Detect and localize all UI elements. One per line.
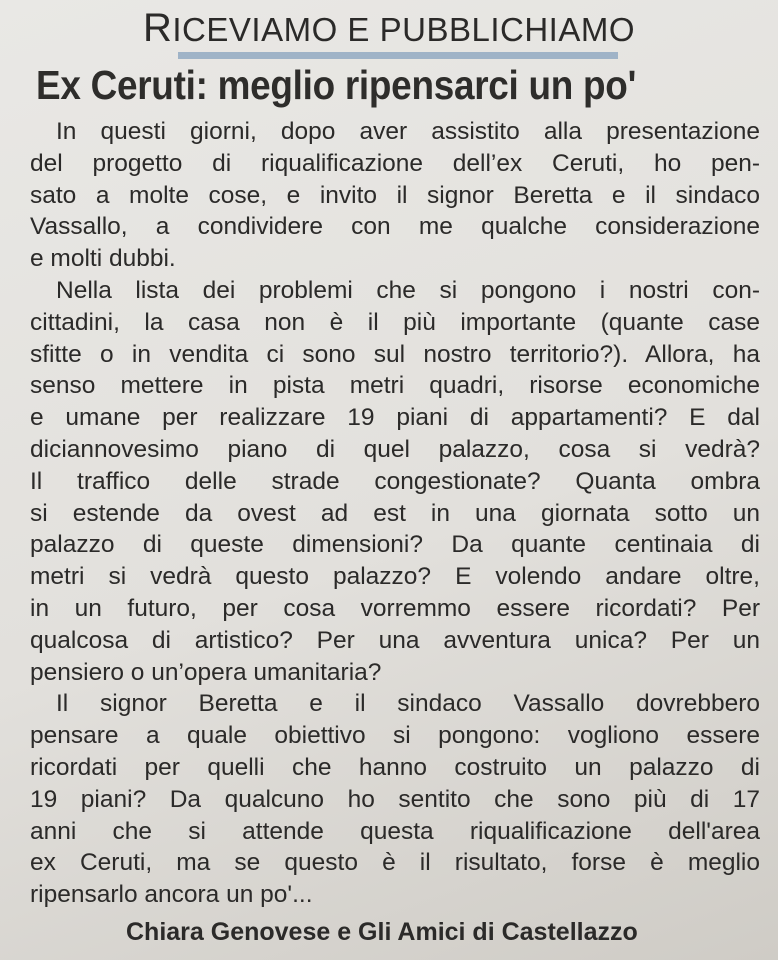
article-line: Vassallo, a condividere con me qualche considerazione [30,213,760,241]
title-underline [178,52,618,59]
article-line: cittadini, la casa non è il più importante (quante case [30,308,760,336]
headline: Ex Ceruti: meglio ripensarci un po' [36,62,637,108]
article-line: anni che si attende questa riqualificazione dell'area [30,817,760,845]
article-line: si estende da ovest ad est in una giornata sotto un [30,499,760,527]
article-line: e molti dubbi. [30,245,176,273]
article-line: ricordati per quelli che hanno costruito un palazzo di [30,753,760,781]
article-line: In questi giorni, dopo aver assistito alla presentazione [56,118,760,145]
article-line: Il traffico delle strade congestionate? Quanta ombra [30,467,760,495]
section-title [0,6,778,51]
article-line: sato a molte cose, e invito il signor Beretta e il sindaco [30,181,760,209]
article-line: ex Ceruti, ma se questo è il risultato, forse è meglio [30,849,760,877]
article-line: sfitte o in vendita ci sono sul nostro territorio?). Allora, ha [30,340,760,368]
article-line: palazzo di queste dimensioni? Da quante centinaia di [30,531,760,559]
article-line: in un futuro, per cosa vorremmo essere ricordati? Per [30,594,760,622]
article-line: Nella lista dei problemi che si pongono i nostri con- [56,276,760,304]
article-line: 19 piani? Da qualcuno ho sentito che sono più di 17 [30,785,760,813]
article-line: e umane per realizzare 19 piani di appartamenti? E dal [30,404,760,432]
article-line: pensiero o un’opera umanitaria? [30,658,382,686]
article-line: Il signor Beretta e il sindaco Vassallo dovrebbero [56,690,760,718]
article-line: diciannovesimo piano di quel palazzo, cosa si vedrà? [30,435,760,463]
section-title-initial: R [143,6,173,50]
section-title-rest: ICEVIAMO E PUBBLICHIAMO [172,11,635,48]
article-line: pensare a quale obiettivo si pongono: vogliono essere [30,722,760,750]
article-line: senso mettere in pista metri quadri, risorse economiche [30,372,760,400]
article-line: ripensarlo ancora un po'... [30,881,313,909]
article-line: qualcosa di artistico? Per una avventura unica? Per un [30,626,760,654]
signature: Chiara Genovese e Gli Amici di Castellazzo [126,918,638,946]
article-line: metri si vedrà questo palazzo? E volendo andare oltre, [30,563,760,591]
article-body [30,116,760,911]
article-line: del progetto di riqualificazione dell’ex Ceruti, ho pen- [30,149,760,177]
